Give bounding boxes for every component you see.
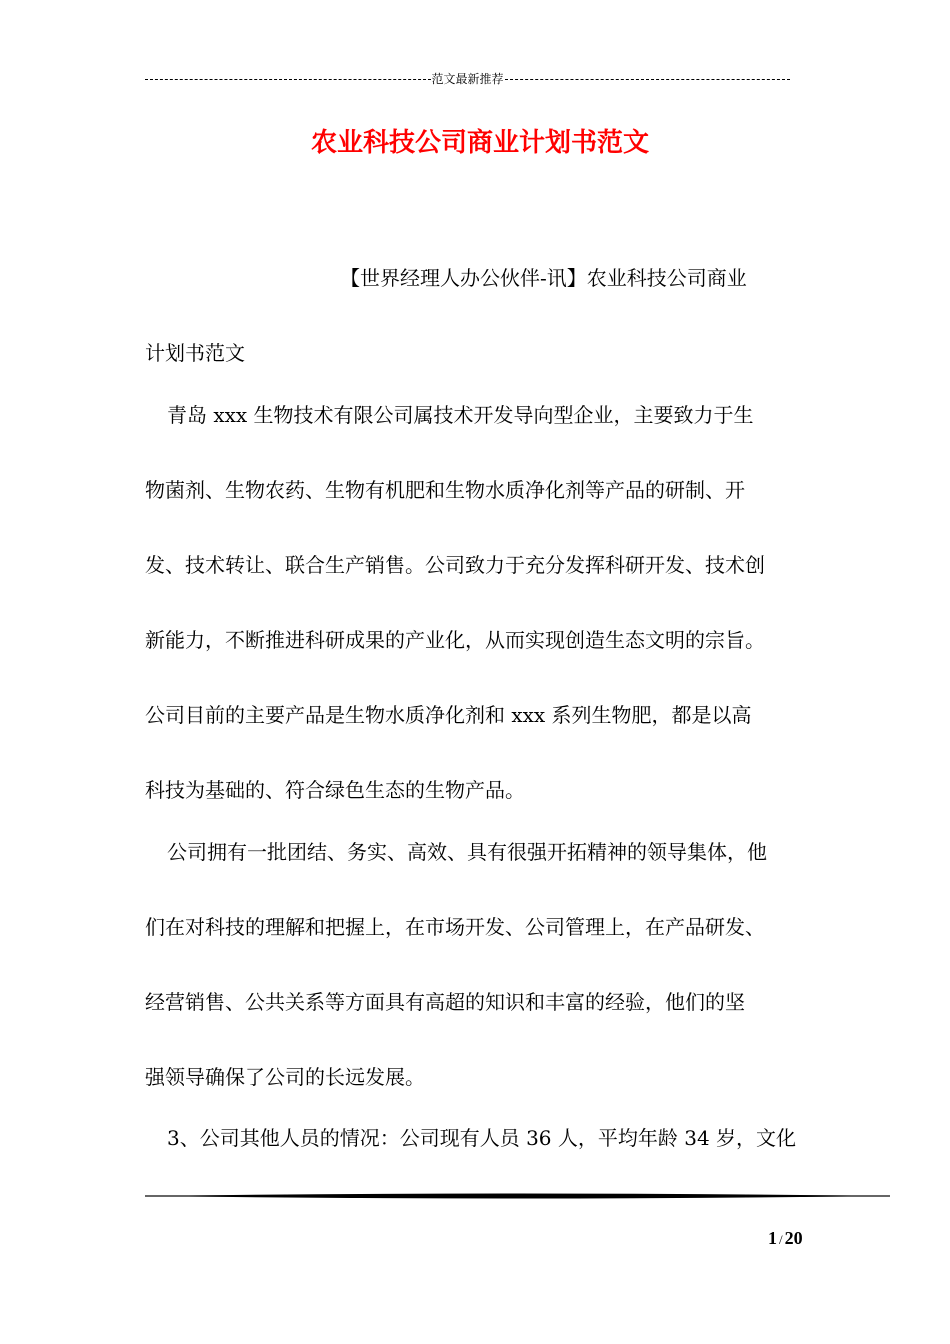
body-line: 【世界经理人办公伙伴-讯】农业科技公司商业 [340, 266, 747, 290]
body-line: 科技为基础的、符合绿色生态的生物产品。 [145, 778, 525, 802]
body-line: 公司目前的主要产品是生物水质净化剂和 xxx 系列生物肥，都是以高 [145, 703, 752, 727]
page-number [768, 1228, 803, 1249]
header-label: 范文最新推荐 [431, 71, 504, 86]
footer-divider [145, 1192, 890, 1200]
page-separator: / [779, 1232, 783, 1247]
header-dash-left [145, 79, 431, 80]
header-dash-right [505, 79, 790, 80]
body-line: 们在对科技的理解和把握上，在市场开发、公司管理上，在产品研发、 [145, 915, 765, 939]
body-line: 经营销售、公共关系等方面具有高超的知识和丰富的经验，他们的坚 [145, 990, 745, 1014]
body-line: 发、技术转让、联合生产销售。公司致力于充分发挥科研开发、技术创 [145, 553, 765, 577]
body-line: 新能力，不断推进科研成果的产业化，从而实现创造生态文明的宗旨。 [145, 628, 765, 652]
body-line: 强领导确保了公司的长远发展。 [145, 1065, 425, 1089]
body-line: 3、公司其他人员的情况：公司现有人员 36 人，平均年龄 34 岁，文化 [167, 1126, 797, 1150]
body-line: 计划书范文 [145, 341, 245, 365]
document-title: 农业科技公司商业计划书范文 [310, 128, 649, 158]
page-current: 1 [768, 1228, 777, 1248]
body-line: 青岛 xxx 生物技术有限公司属技术开发导向型企业，主要致力于生 [167, 403, 754, 427]
body-line: 物菌剂、生物农药、生物有机肥和生物水质净化剂等产品的研制、开 [145, 478, 745, 502]
page-header [145, 68, 790, 88]
page-total: 20 [784, 1228, 803, 1248]
body-line: 公司拥有一批团结、务实、高效、具有很强开拓精神的领导集体，他 [167, 840, 767, 864]
